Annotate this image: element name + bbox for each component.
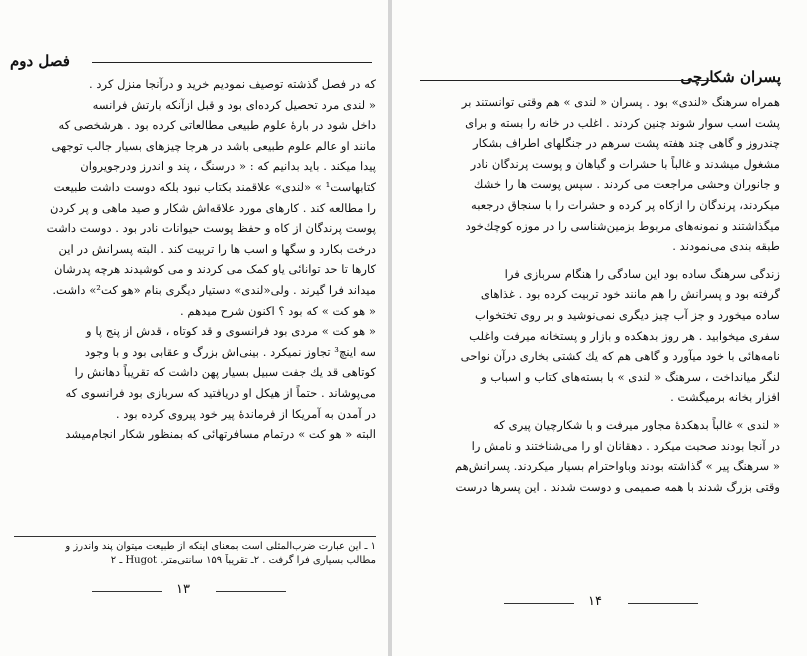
text-line: در آمدن به آمریکا از فرماندهٔ پیر خود پیروی کرده بود . (115, 406, 376, 421)
text-line: داخل شود در بارهٔ علوم طبیعی مطالعاتی کرده بود . هرشخصی که (58, 118, 376, 133)
text-line: نامه‌هائی با خود میآورد و گاهی هم که یك کشتی بخاری درآن نواحی (460, 349, 780, 364)
text-line: « سرهنگ پیر » گذاشته بودند وباواحترام بسیار میکردند. پسرانش‌هم (454, 459, 780, 474)
text-line: پیدا میکند . باید بدانیم که : « درسنگ ، پند و اندرز ودرجویروان (80, 159, 376, 174)
left-body-text (12, 74, 376, 445)
chapter-title: پسران شکارچی (680, 68, 781, 86)
text-line: و جانوران وحشی مراجعت می کردند . سپس پوست ها را خشك (473, 177, 780, 192)
page-number-dash (628, 603, 698, 604)
text-line: میداند فرا گیرند . ولی«لندی» دستیار دیگری بنام «هو کت²» داشت. (52, 282, 376, 297)
text-line: طبقه بندی می‌نمودند . (672, 239, 780, 254)
text-line: لنگر میانداخت ، سرهنگ « لندی » با بسته‌های کتاب و اسباب و (481, 369, 780, 384)
text-line: که در فصل گذشته توصیف نمودیم خرید و درآنجا منزل کرد . (88, 77, 376, 91)
text-line: کارها تا حد توانائی یاو کمک می کردند و می کوشیدند هرچه پدرشان (54, 262, 376, 277)
text-line: کوتاهی قد یك جفت سبیل بسیار پهن داشت که تقریباً دهانش را (74, 365, 376, 380)
text-line: میگذاشتند و نمونه‌های مربوط بزمین‌شناسی را در موزه کوچك‌خود (465, 218, 780, 233)
header-rule (420, 80, 722, 81)
text-line: میکردند، پرندگان را ازکاه پر کرده و حشرات را با سنجاق درجعبه (471, 197, 780, 212)
text-line: « هو کت » مردی بود فرانسوی و قد کوتاه ، قدش از پنج پا و (86, 324, 376, 339)
text-line: مانند او عالم علوم طبیعی باشد در هرجا چیزهای بسیار جالب توجهی (51, 138, 376, 153)
text-line: سفری میخوابید . هر روز بدهکده و بازار و پستخانه میرفت واغلب (469, 328, 780, 343)
text-line: چندروز و گاهی چند هفته پشت سرهم در جنگلهای اطراف بشکار (473, 136, 780, 151)
text-line: کتابهاست¹ » «لندی» علاقمند بکتاب نبود بلکه دوست داشت طبیعت (53, 179, 376, 194)
text-line: گرفته بود و پسرانش را هم مانند خود تربیت کرده بود . غذاهای (480, 287, 780, 302)
footnote-rule (14, 536, 376, 537)
text-line: « لندی » غالباً بدهکدهٔ مجاور میرفت و با شکارچیان پیری که (493, 417, 780, 432)
page-number-dash (92, 591, 162, 592)
text-line: افزار بخانه برمیگشت . (670, 390, 780, 405)
text-line: می‌پوشاند . حتماً از هیکل او دریافتید که سربازی بود فرانسوی که (65, 385, 376, 400)
footnote-line: ۱ ـ این عبارت ضرب‌المثلی است بمعنای اینکه از طبیعت میتوان پند واندرز و (65, 541, 376, 552)
chapter-title: فصل دوم (10, 52, 70, 70)
text-line: ساده میخورد و جز آب چیز دیگری نمی‌نوشید و بر روی تختخواب (474, 307, 780, 322)
text-line: همراه سرهنگ «لندی» بود . پسران « لندی » هم وقتی توانستند بر (461, 95, 780, 109)
text-line: « لندی مرد تحصیل کرده‌ای بود و قبل ازآنکه بارتش فرانسه (92, 97, 376, 112)
right-body-text (416, 92, 780, 497)
text-line: پوست پرندگان از کاه و حفظ پوست حیوانات نادر بود . دوست داشت (46, 221, 376, 236)
text-line: « هو کت » که بود ؟ اکنون شرح میدهم . (180, 303, 376, 318)
right-page (392, 0, 807, 656)
page-number-dash (216, 591, 286, 592)
footnotes (12, 540, 376, 568)
text-line: سه اینچ³ تجاوز نمیکرد . بینی‌اش بزرگ و عقابی بود و با وجود (84, 344, 376, 359)
text-line: پشت اسب سوار شوند چنین کردند . اغلب در خانه را بسته و برای (465, 115, 780, 130)
text-line: درخت بکارد و سگها و اسب ها را تربیت کند . البته پسرانش در این (58, 241, 376, 256)
text-line: مشغول میشدند و غالباً با حشرات و گیاهان و پوست پرندگان نادر (470, 156, 780, 171)
header-rule (92, 62, 372, 63)
text-line: زندگی سرهنگ ساده بود این سادگی را هنگام سربازی فرا (504, 266, 780, 281)
text-line: البته « هو کت » درتمام مسافرتهائی که بمنظور شکار انجام‌میشد (65, 427, 376, 442)
page-number-dash (504, 603, 574, 604)
page-number: ۱۳ (176, 582, 190, 597)
text-line: در آنجا بودند صحبت میکرد . دهقانان او را می‌شناختند و نامش را (471, 438, 780, 453)
text-line: وقتی بزرگ شدند با همه صمیمی و دوست شدند . این پسرها درست (455, 479, 780, 494)
text-line: را مطالعه کند . کارهای مورد علاقه‌اش شکار و صید ماهی و پر کردن (49, 200, 376, 215)
left-page (0, 0, 388, 656)
page-number: ۱۴ (588, 594, 602, 609)
footnote-line: مطالب بسیاری فرا گرفت . ۲ـ تقریباً ۱۵۹ سانتی‌متر. Hugot ـ ۲ (110, 555, 376, 566)
